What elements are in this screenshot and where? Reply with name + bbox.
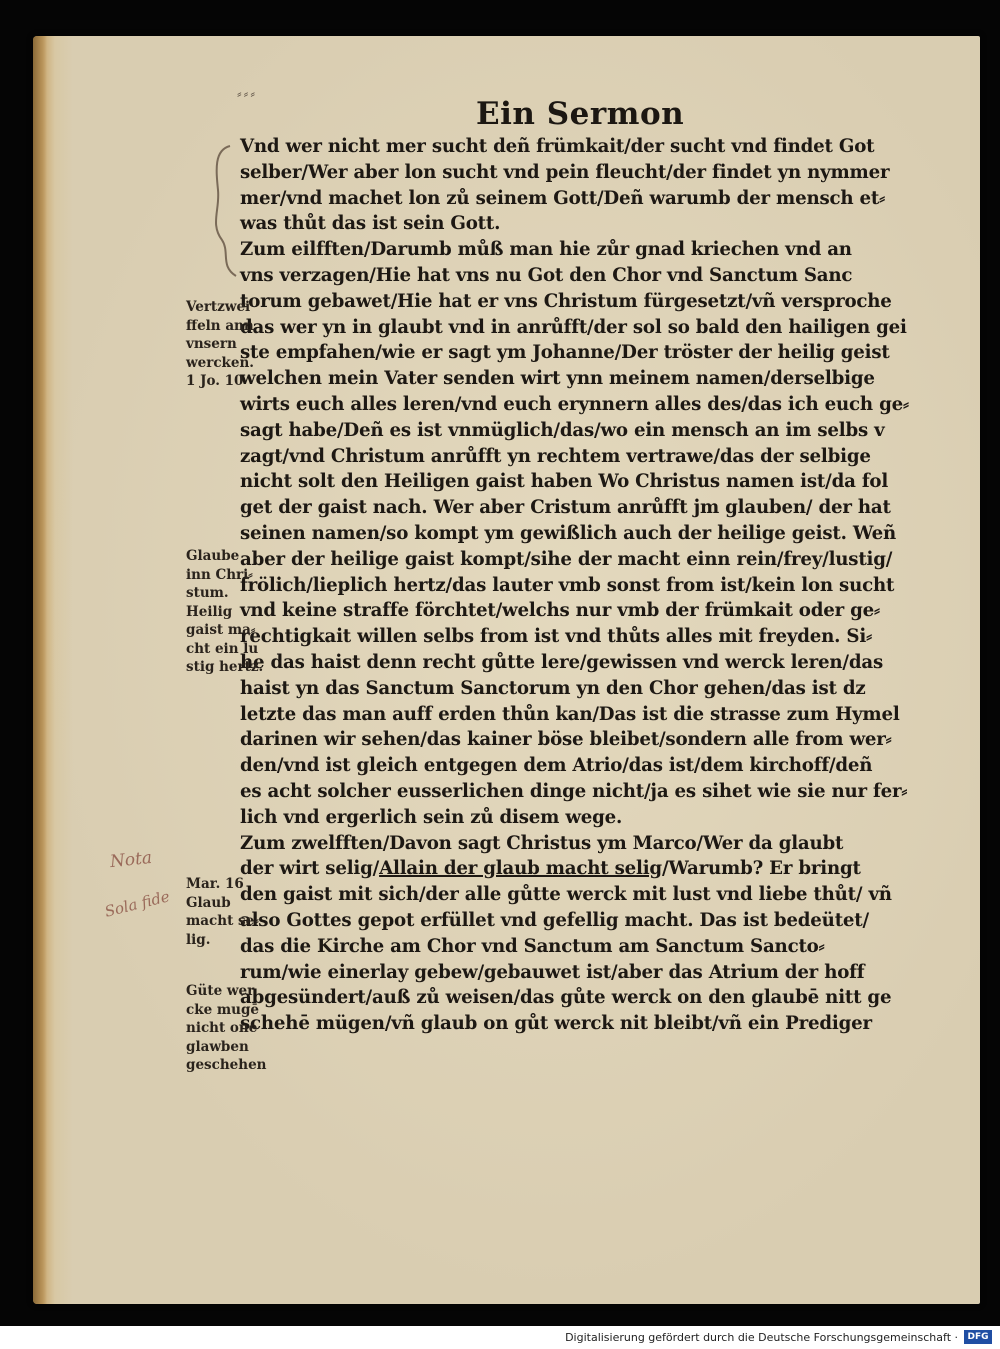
text-line: get der gaist nach. Wer aber Cristum anrůfft jm glauben/ der hat — [240, 497, 891, 519]
text-line: Zum zwelfften/Davon sagt Christus ym Marco/Wer da glaubt — [240, 832, 844, 854]
text-line: letzte das man auff erden thůn kan/Das ist die strasse zum Hymel — [240, 703, 900, 725]
margin-gloss-1 — [186, 298, 254, 391]
text-line: aber der heilige gaist kompt/sihe der macht einn rein/frey/lustig/ — [240, 548, 893, 570]
text-line: das wer yn in glaubt vnd in anrůfft/der sol so bald den hailigen gei — [240, 316, 907, 338]
footer-credit: Digitalisierung gefördert durch die Deutsche Forschungsgemeinschaft · — [565, 1331, 958, 1344]
text-line: frölich/lieplich hertz/das lauter vmb sonst from ist/kein lon sucht — [240, 574, 895, 596]
text-line: seinen namen/so kompt ym gewißlich auch der heilige geist. Weñ — [240, 522, 896, 544]
text-line: das die Kirche am Chor vnd Sanctum am Sanctum Sancto⸗ — [240, 935, 825, 957]
main-text-block — [240, 134, 940, 1037]
gloss-line: gaist ma⸗ — [186, 622, 256, 638]
margin-gloss-4 — [186, 982, 266, 1075]
text-line: nicht solt den Heiligen gaist haben Wo Christus namen ist/da fol — [240, 471, 889, 493]
handwritten-note-sola-fide: Sola fide — [102, 887, 172, 921]
text-line: den gaist mit sich/der alle gůtte werck mit lust vnd liebe thůt/ vñ — [240, 884, 892, 906]
text-line: darinen wir sehen/das kainer böse bleibet/sondern alle from wer⸗ — [240, 729, 892, 751]
gloss-line: Glaube — [186, 548, 240, 564]
gloss-line: Güte wer — [186, 983, 255, 999]
margin-gloss-2 — [186, 547, 263, 677]
text-line: rum/wie einerlay gebew/gebauwet ist/aber das Atrium der hoff — [240, 961, 865, 983]
gloss-line: lig. — [186, 931, 211, 948]
text-line: mer/vnd machet lon zů seinem Gott/Deñ warumb der mensch et⸗ — [240, 187, 885, 209]
text-line: torum gebawet/Hie hat er vns Christum fürgesetzt/vñ versproche — [240, 290, 892, 312]
text-line: haist yn das Sanctum Sanctorum yn den Chor gehen/das ist dz — [240, 677, 866, 699]
text-line: lich vnd ergerlich sein zů disem wege. — [240, 806, 623, 828]
text-line: rechtigkait willen selbs from ist vnd thůts alles mit freyden. Si⸗ — [240, 626, 872, 648]
folio-mark: ⸗⸗⸗ — [237, 86, 257, 102]
gloss-line: cke mugē — [186, 1001, 259, 1018]
gloss-line: geschehen — [186, 1057, 267, 1073]
text-line: selber/Wer aber lon sucht vnd pein fleucht/der findet yn nymmer — [240, 161, 890, 183]
text-line: abgesündert/auß zů weisen/das gůte werck on den glaubē nitt ge — [240, 987, 892, 1009]
text-line: was thůt das ist sein Gott. — [240, 213, 501, 235]
gloss-line: Heilig — [186, 603, 233, 620]
gloss-line: nicht one — [186, 1020, 258, 1036]
gloss-line: cht ein lu — [186, 640, 259, 657]
gloss-line: vnsern — [186, 336, 237, 352]
bracket-annotation-icon — [200, 140, 240, 280]
text-line: vns verzagen/Hie hat vns nu Got den Chor vnd Sanctum Sanc — [240, 264, 853, 286]
text-line: es acht solcher eusserlichen dinge nicht/ja es sihet wie sie nur fer⸗ — [240, 780, 908, 802]
text-line: welchen mein Vater senden wirt ynn meinem namen/derselbige — [240, 368, 875, 390]
text-line: Zum eilfften/Darumb můß man hie zůr gnad kriechen vnd an — [240, 239, 852, 261]
gloss-line: Mar. 16 — [186, 876, 244, 892]
gloss-line: inn Chri⸗ — [186, 566, 253, 583]
text-line: also Gottes gepot erfüllet vnd gefellig macht. Das ist bedeütet/ — [240, 909, 869, 931]
gloss-line: 1 Jo. 10 — [186, 373, 244, 389]
text-line: vnd keine straffe förchtet/welchs nur vmb der frümkait oder ge⸗ — [240, 600, 880, 622]
text-line: den/vnd ist gleich entgegen dem Atrio/das ist/dem kirchoff/deñ — [240, 755, 873, 777]
handwritten-note-nota: Nota — [109, 847, 154, 873]
text-line: he das haist denn recht gůtte lere/gewissen vnd werck leren/das — [240, 651, 884, 673]
dfg-logo: DFG — [964, 1330, 992, 1344]
underlined-phrase: Allain der glaub macht selig — [379, 858, 662, 880]
gloss-line: Glaub — [186, 894, 231, 911]
gloss-line: ffeln ann — [186, 317, 254, 334]
text-line: zagt/vnd Christum anrůfft yn rechtem vertrawe/das der selbige — [240, 445, 871, 467]
gloss-line: macht se⸗ — [186, 913, 259, 929]
gloss-line: wercken. — [186, 354, 255, 371]
gloss-line: stig hertz. — [186, 659, 264, 675]
footer-bar — [0, 1326, 1000, 1349]
margin-gloss-3 — [186, 875, 259, 949]
text-line: der wirt selig/Allain der glaub macht selig/Warumb? Er bringt — [240, 858, 861, 880]
page-edge — [33, 36, 47, 1304]
text-line: ste empfahen/wie er sagt ym Johanne/Der tröster der heilig geist — [240, 342, 890, 364]
gloss-line: Vertzwei — [186, 299, 251, 315]
text-line: Vnd wer nicht mer sucht deñ frümkait/der sucht vnd findet Got — [240, 136, 875, 157]
gloss-line: glawben — [186, 1038, 249, 1055]
running-head: Ein Sermon — [476, 96, 685, 132]
text-line: wirts euch alles leren/vnd euch erynnern alles des/das ich euch ge⸗ — [240, 393, 909, 415]
gloss-line: stum. — [186, 585, 229, 601]
text-line: sagt habe/Deñ es ist vnmüglich/das/wo ein mensch an im selbs v — [240, 419, 885, 441]
text-line: schehē mügen/vñ glaub on gůt werck nit bleibt/vñ ein Prediger — [240, 1013, 872, 1035]
